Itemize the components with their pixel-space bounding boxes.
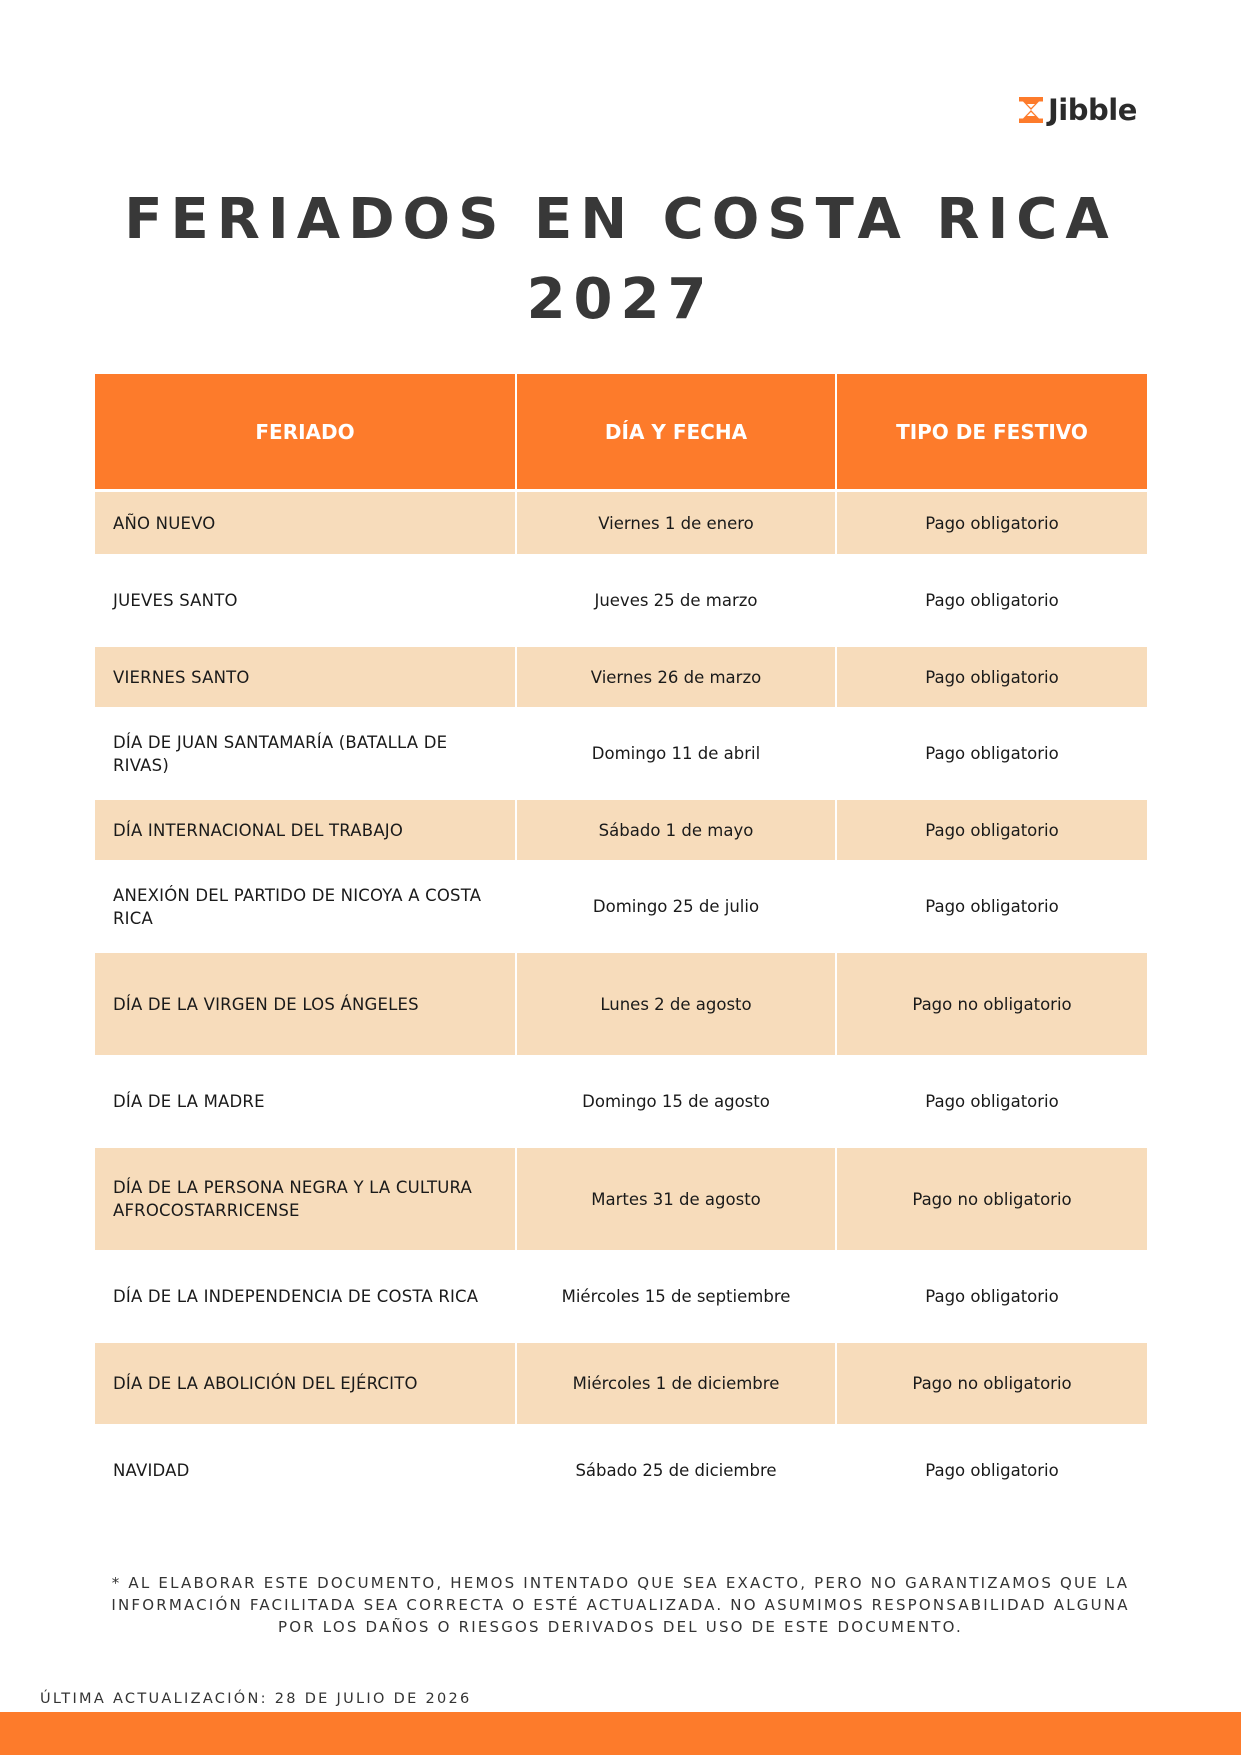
- holiday-type: Pago obligatorio: [836, 862, 1147, 952]
- table-row: [95, 1252, 1147, 1342]
- holiday-type: Pago obligatorio: [836, 1426, 1147, 1516]
- holidays-table: [95, 374, 1147, 1517]
- holiday-date: Domingo 25 de julio: [516, 862, 836, 952]
- holiday-name: VIERNES SANTO: [95, 646, 516, 709]
- holiday-type: Pago no obligatorio: [836, 1342, 1147, 1426]
- holiday-name: DÍA INTERNACIONAL DEL TRABAJO: [95, 799, 516, 862]
- holiday-name: ANEXIÓN DEL PARTIDO DE NICOYA A COSTA RICA: [95, 862, 516, 952]
- holiday-name: NAVIDAD: [95, 1426, 516, 1516]
- table-row: [95, 1057, 1147, 1147]
- holiday-name: AÑO NUEVO: [95, 491, 516, 556]
- hourglass-icon: [1018, 96, 1044, 124]
- table-row: [95, 952, 1147, 1057]
- last-updated: ÚLTIMA ACTUALIZACIÓN: 28 DE JULIO DE 2026: [40, 1691, 472, 1707]
- page-title-line1: FERIADOS EN COSTA RICA: [124, 187, 1117, 252]
- brand-logo: [1018, 92, 1137, 128]
- column-header-holiday: FERIADO: [95, 374, 516, 491]
- brand-name: Jibble: [1048, 93, 1137, 127]
- holiday-name: DÍA DE LA ABOLICIÓN DEL EJÉRCITO: [95, 1342, 516, 1426]
- holiday-name: DÍA DE LA VIRGEN DE LOS ÁNGELES: [95, 952, 516, 1057]
- holiday-date: Viernes 1 de enero: [516, 491, 836, 556]
- holiday-date: Lunes 2 de agosto: [516, 952, 836, 1057]
- holiday-type: Pago obligatorio: [836, 709, 1147, 799]
- table-row: [95, 646, 1147, 709]
- column-header-date: DÍA Y FECHA: [516, 374, 836, 491]
- table-row: [95, 862, 1147, 952]
- holiday-date: Jueves 25 de marzo: [516, 556, 836, 646]
- holiday-date: Miércoles 15 de septiembre: [516, 1252, 836, 1342]
- holiday-type: Pago obligatorio: [836, 1057, 1147, 1147]
- table-row: [95, 556, 1147, 646]
- holiday-name: DÍA DE LA INDEPENDENCIA DE COSTA RICA: [95, 1252, 516, 1342]
- holiday-date: Sábado 25 de diciembre: [516, 1426, 836, 1516]
- holiday-date: Miércoles 1 de diciembre: [516, 1342, 836, 1426]
- table-row: [95, 799, 1147, 862]
- table-row: [95, 1342, 1147, 1426]
- holiday-name: JUEVES SANTO: [95, 556, 516, 646]
- holiday-type: Pago obligatorio: [836, 491, 1147, 556]
- holiday-name: DÍA DE LA PERSONA NEGRA Y LA CULTURA AFROCOSTARRICENSE: [95, 1147, 516, 1252]
- holiday-date: Sábado 1 de mayo: [516, 799, 836, 862]
- holiday-date: Domingo 11 de abril: [516, 709, 836, 799]
- holiday-type: Pago obligatorio: [836, 556, 1147, 646]
- holiday-type: Pago no obligatorio: [836, 952, 1147, 1057]
- holiday-name: DÍA DE JUAN SANTAMARÍA (BATALLA DE RIVAS): [95, 709, 516, 799]
- holiday-type: Pago no obligatorio: [836, 1147, 1147, 1252]
- disclaimer-text: * AL ELABORAR ESTE DOCUMENTO, HEMOS INTENTADO QUE SEA EXACTO, PERO NO GARANTIZAMOS QUE LA INFORMACIÓN FACILITADA SEA CORRECTA O ESTÉ ACTUALIZADA. NO ASUMIMOS RESPONSABILIDAD ALGUNA POR LOS DAÑOS O RIESGOS DERIVADOS DEL USO DE ESTE DOCUMENTO.: [111, 1574, 1130, 1636]
- holiday-name: DÍA DE LA MADRE: [95, 1057, 516, 1147]
- holiday-type: Pago obligatorio: [836, 1252, 1147, 1342]
- page-title-line2: 2027: [526, 267, 715, 332]
- holiday-date: Domingo 15 de agosto: [516, 1057, 836, 1147]
- column-header-type: TIPO DE FESTIVO: [836, 374, 1147, 491]
- table-row: [95, 1426, 1147, 1516]
- page-title: [60, 180, 1181, 340]
- table-row: [95, 1147, 1147, 1252]
- holiday-date: Viernes 26 de marzo: [516, 646, 836, 709]
- holiday-date: Martes 31 de agosto: [516, 1147, 836, 1252]
- table-row: [95, 491, 1147, 556]
- table-row: [95, 709, 1147, 799]
- table-header-row: [95, 374, 1147, 491]
- holiday-type: Pago obligatorio: [836, 799, 1147, 862]
- footer-bar: [0, 1712, 1241, 1755]
- holiday-type: Pago obligatorio: [836, 646, 1147, 709]
